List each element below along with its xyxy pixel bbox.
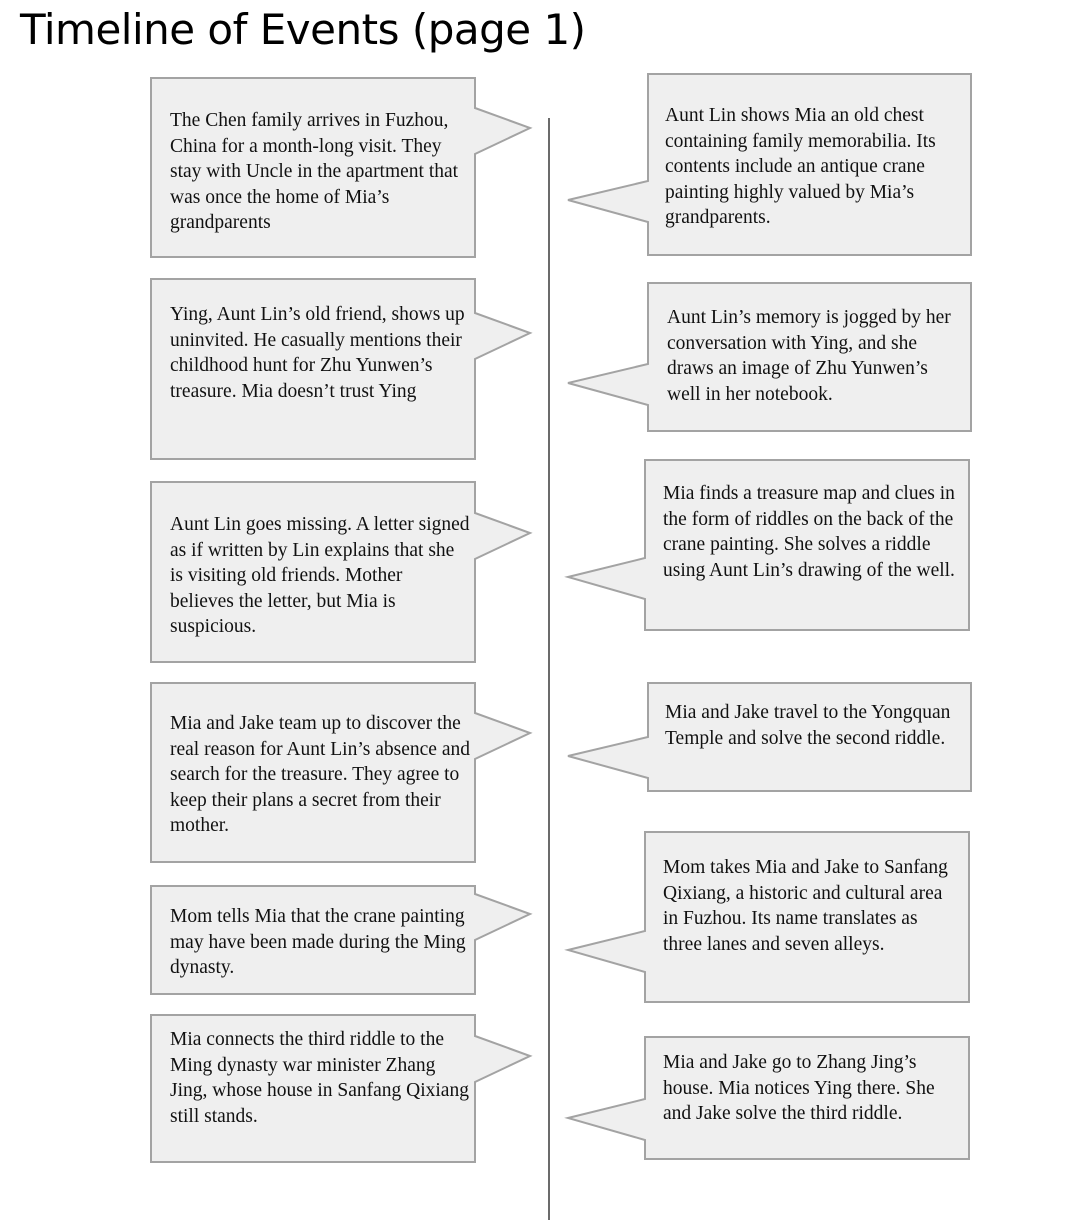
page-title: Timeline of Events (page 1) — [20, 5, 586, 54]
event-text-11: Mia connects the third riddle to the Ming dynasty war minister Zhang Jing, whose house in Sanfang Qixiang still stands. — [170, 1029, 469, 1127]
event-text-7: Mia and Jake team up to discover the real reason for Aunt Lin’s absence and search for the treasure. They agree to keep their plans a secret from their mother. — [170, 713, 470, 836]
event-text-12: Mia and Jake go to Zhang Jing’s house. Mia notices Ying there. She and Jake solve the third riddle. — [663, 1052, 935, 1124]
event-text-1: The Chen family arrives in Fuzhou, China for a month-long visit. They stay with Uncle in the apartment that was once the home of Mia’s grandparents — [170, 110, 459, 233]
event-text-6: Mia finds a treasure map and clues in the form of riddles on the back of the crane painting. She solves a riddle using Aunt Lin’s drawing of the well. — [663, 483, 955, 581]
event-text-8: Mia and Jake travel to the Yongquan Temple and solve the second riddle. — [665, 702, 951, 749]
event-text-10: Mom takes Mia and Jake to Sanfang Qixiang, a historic and cultural area in Fuzhou. Its name translates as three lanes and seven alleys. — [663, 857, 948, 955]
event-text-2: Aunt Lin shows Mia an old chest containing family memorabilia. Its contents include an antique crane painting highly valued by Mia’s grandparents. — [665, 105, 936, 228]
event-text-9: Mom tells Mia that the crane painting may have been made during the Ming dynasty. — [170, 906, 466, 978]
event-text-3: Ying, Aunt Lin’s old friend, shows up uninvited. He casually mentions their childhood hunt for Zhu Yunwen’s treasure. Mia doesn’t trust Ying — [170, 304, 465, 402]
event-text-4: Aunt Lin’s memory is jogged by her conversation with Ying, and she draws an image of Zhu Yunwen’s well in her notebook. — [667, 307, 951, 405]
event-text-5: Aunt Lin goes missing. A letter signed as if written by Lin explains that she is visiting old friends. Mother believes the letter, but Mia is suspicious. — [170, 514, 470, 637]
